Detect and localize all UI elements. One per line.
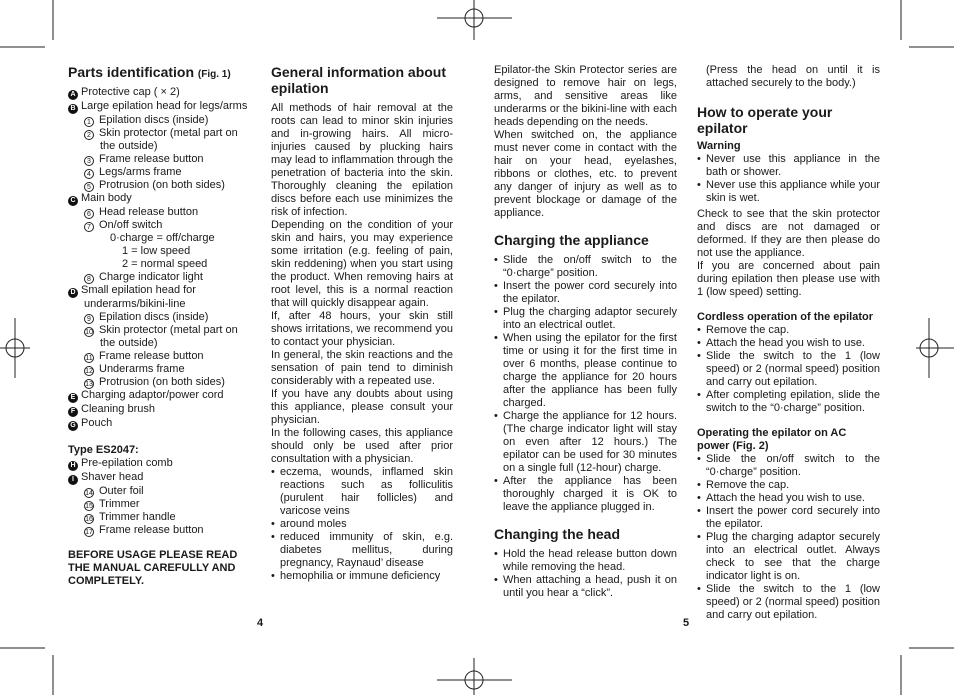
- changing-head-title: Changing the head: [494, 526, 620, 542]
- part-item-16: 16 Trimmer handle: [85, 511, 176, 523]
- list-item: • Remove the cap.: [697, 479, 880, 492]
- ac-power-title: Operating the epilator on AC power (Fig. 2): [697, 427, 847, 452]
- part-item-10: 10 Skin protector (metal part on: [85, 324, 238, 336]
- list-item: • Attach the head you wish to use.: [697, 492, 880, 505]
- list-item: • Never use this appliance in the bath or shower.: [697, 153, 880, 179]
- check-paragraph: Check to see that the skin protector and discs are not damaged or deformed. If they are then please do not use the appliance.: [697, 208, 880, 259]
- parts-title: Parts identification (Fig. 1): [68, 64, 231, 80]
- list-item: • Slide the on/off switch to the “0·charge” position.: [494, 254, 677, 280]
- type-title: Type ES2047:: [68, 444, 139, 456]
- switch-state-2: 2 = normal speed: [122, 258, 208, 270]
- list-item: • Slide the switch to the 1 (low speed) or 2 (normal speed) position and carry out epilation.: [697, 583, 880, 622]
- parts-list: [68, 86, 253, 431]
- part-item-f: F Cleaning brush: [68, 403, 253, 417]
- changing-head-steps: [494, 548, 677, 600]
- warning-list: [697, 153, 880, 205]
- part-item-8: 8 Charge indicator light: [68, 271, 253, 284]
- list-item: • Slide the switch to the 1 (low speed) or 2 (normal speed) position and carry out epilation.: [697, 350, 880, 389]
- part-item-2: 2 Skin protector (metal part on: [68, 127, 253, 140]
- switch-state-0: 0·charge = off/charge: [110, 232, 215, 244]
- list-item: • Attach the head you wish to use.: [697, 337, 880, 350]
- part-item-12: 12 Underarms frame: [85, 363, 185, 375]
- general-info-p6: In the following cases, this appliance should only be used after prior consultation with a physician.: [271, 427, 453, 465]
- parts-identification-column: [68, 64, 253, 588]
- part-item-b: B Large epilation head for legs/arms: [68, 100, 253, 114]
- list-item: • After the appliance has been thoroughly charged it is OK to leave the appliance plugged in.: [494, 475, 677, 514]
- list-item: • Plug the charging adaptor securely into an electrical outlet. Always check to see that the charge indicator light is on.: [697, 531, 880, 583]
- caution-paragraph: When switched on, the appliance must never come in contact with the hair on your head, eyelashes, ribbons or clothes, etc. to prevent any danger of injury as well as to prevent blockage or damage of the appliance.: [494, 129, 677, 219]
- list-item: • Slide the on/off switch to the “0·charge” position.: [697, 453, 880, 479]
- part-item-1: 1 Epilation discs (inside): [68, 114, 253, 127]
- part-item-11: 11 Frame release button: [85, 350, 204, 362]
- general-info-p4: In general, the skin reactions and the sensation of pain tend to diminish considerably with a repeated use.: [271, 349, 453, 387]
- charging-column: [494, 64, 677, 600]
- part-item-d: D Small epilation head for: [68, 284, 253, 298]
- cordless-steps: [697, 324, 880, 415]
- page-number-left: 4: [257, 617, 264, 629]
- intro-paragraph: Epilator-the Skin Protector series are designed to remove hair on legs, arms, and sensitive areas like underarms or the bikini-line with each heads depending on the needs.: [494, 64, 677, 128]
- part-item-e: E Charging adaptor/power cord: [68, 389, 253, 403]
- general-info-title: General information about epilation: [271, 64, 447, 96]
- press-head-note: (Press the head on until it is attached securely to the body.): [706, 64, 880, 89]
- ac-power-steps: [697, 453, 880, 622]
- part-item-a: A Protective cap ( × 2): [68, 86, 253, 100]
- warning-title: Warning: [697, 140, 741, 152]
- part-item-i: I Shaver head: [68, 471, 253, 485]
- part-item-h: H Pre-epilation comb: [68, 457, 253, 471]
- general-info-p2: Depending on the condition of your skin and hairs, you may experience some irritation (e.g. feeling of pain, skin reddening) when you start using the product. When removing hairs at root level, this is a normal reaction that will quickly disappear again.: [271, 219, 453, 309]
- part-item-5: 5 Protrusion (on both sides): [68, 179, 253, 192]
- part-item-2-cont: the outside): [100, 140, 158, 152]
- list-item: • Charge the appliance for 12 hours. (The charge indicator light will stay on even after 12 hours.) The epilator can be used for 30 minutes on a single full (12-hour) charge.: [494, 410, 677, 475]
- charging-title: Charging the appliance: [494, 232, 649, 248]
- read-manual-warning: BEFORE USAGE PLEASE READ THE MANUAL CAREFULLY AND COMPLETELY.: [68, 549, 238, 587]
- part-item-g: G Pouch: [68, 417, 253, 431]
- list-item: • Plug the charging adaptor securely into an electrical outlet.: [494, 306, 677, 332]
- list-item: • Insert the power cord securely into the epilator.: [494, 280, 677, 306]
- part-item-c: C Main body: [68, 192, 253, 206]
- general-info-p3: If, after 48 hours, your skin still shows irritations, we recommend you to contact your physician.: [271, 310, 453, 348]
- list-item: • hemophilia or immune deficiency: [271, 570, 453, 583]
- part-item-4: 4 Legs/arms frame: [68, 166, 253, 179]
- list-item: • reduced immunity of skin, e.g. diabetes mellitus, during pregnancy, Raynaud’ disease: [271, 531, 453, 570]
- part-item-17: 17 Frame release button: [85, 524, 204, 536]
- concern-paragraph: If you are concerned about pain during epilation then please use with 1 (low speed) setting.: [697, 260, 880, 298]
- part-item-13: 13 Protrusion (on both sides): [85, 376, 225, 388]
- cordless-title: Cordless operation of the epilator: [697, 311, 874, 323]
- part-item-7: 7 On/off switch: [68, 219, 253, 232]
- part-item-14: 14 Outer foil: [85, 485, 144, 497]
- general-info-p1: All methods of hair removal at the roots can lead to minor skin injuries and in-growing hairs. All micro-injuries caused by plucking hairs may lead to inflammation through the penetration of bacteria into the skin. Thoroughly cleaning the epilation discs before each use minimizes the risk of infection.: [271, 102, 453, 218]
- page-number-right: 5: [683, 617, 690, 629]
- list-item: • around moles: [271, 518, 453, 531]
- list-item: • eczema, wounds, inflamed skin reactions such as folliculitis (purulent hair follicles) and varicose veins: [271, 466, 453, 518]
- list-item: • Remove the cap.: [697, 324, 880, 337]
- part-item-3: 3 Frame release button: [68, 153, 253, 166]
- general-info-column: [271, 64, 453, 583]
- switch-state-1: 1 = low speed: [122, 245, 191, 257]
- part-item-9: 9 Epilation discs (inside): [68, 311, 253, 324]
- list-item: • After completing epilation, slide the switch to the “0·charge” position.: [697, 389, 880, 415]
- part-item-15: 15 Trimmer: [85, 498, 140, 510]
- list-item: • When using the epilator for the first time or using it for the first time in over 6 months, please continue to charge the appliance for 20 hours after the appliance has been fully charged.: [494, 332, 677, 410]
- part-item-6: 6 Head release button: [68, 206, 253, 219]
- list-item: • Hold the head release button down while removing the head.: [494, 548, 677, 574]
- operate-column: [697, 64, 880, 622]
- part-item-d-cont: underarms/bikini-line: [84, 298, 186, 310]
- list-item: • When attaching a head, push it on until you hear a “click”.: [494, 574, 677, 600]
- part-item-10-cont: the outside): [100, 337, 158, 349]
- howto-title: How to operate your epilator: [697, 104, 833, 136]
- list-item: • Insert the power cord securely into the epilator.: [697, 505, 880, 531]
- consult-list: [271, 466, 453, 583]
- general-info-p5: If you have any doubts about using this appliance, please consult your physician.: [271, 388, 453, 426]
- charging-steps: [494, 254, 677, 514]
- list-item: • Never use this appliance while your skin is wet.: [697, 179, 880, 205]
